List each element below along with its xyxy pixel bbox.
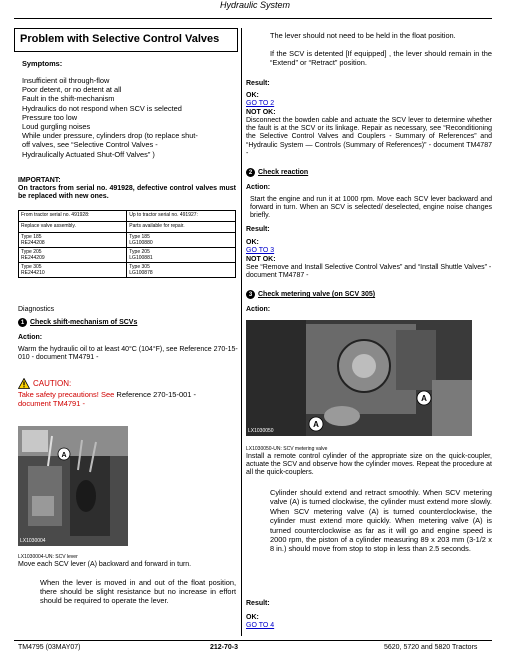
caution-block — [18, 378, 240, 408]
svg-text:A: A — [61, 452, 67, 459]
table-header-cell: From tractor serial no. 491928: — [19, 211, 127, 222]
footer-models: 5620, 5720 and 5820 Tractors — [384, 644, 478, 651]
scv-lever-illustration — [18, 426, 128, 546]
symptom-item: While under pressure, cylinders drop (to replace shut- — [22, 131, 198, 141]
table-header-cell: Replace valve assembly. — [19, 222, 127, 233]
footer-rule — [14, 640, 492, 641]
table-cell: Type 305 RE244210 — [19, 263, 127, 278]
action-1-text: Warm the hydraulic oil to at least 40°C (104°F), see Reference 270-15-010 - document TM4791 - — [18, 346, 238, 362]
cylinder-behaviour-text: Cylinder should extend and retract smoothly. When SCV metering valve (A) is turned clockwise, the cylinder must extend more slowly. When SCV metering valve (A) is turned counterclockwise, the cylinder must extend more quickly. When metering valve (A) is turned counterclockwise as far as it will go and engine speed is 2000 rpm, the piston of a cylinder measuring 89 x 203 mm (3-1/2 x 8 in.) should move from stop to stop in less than 2.5 seconds. — [270, 488, 492, 554]
page-header — [0, 0, 510, 16]
important-label: IMPORTANT: — [18, 177, 61, 184]
action-label: Action: — [18, 334, 43, 341]
column-separator — [241, 28, 242, 636]
table-header-cell: Up to tractor serial no. 491927: — [127, 211, 236, 222]
step-1-heading — [18, 318, 137, 327]
goto-4-link[interactable]: GO TO 4 — [246, 622, 275, 629]
table-cell: Type 205 LG100881 — [127, 248, 236, 263]
symptom-item: Insufficient oil through-flow — [22, 76, 110, 85]
photo-1-note: Move each SCV lever (A) backward and forward in turn. — [18, 561, 192, 568]
section-title: Problem with Selective Control Valves — [20, 33, 220, 45]
table-cell: Type 185 RE244208 — [19, 233, 127, 248]
photo-1-code: LX1030004 — [20, 538, 46, 544]
symptom-item: Poor detent, or no detent at all — [22, 85, 122, 95]
table-header-cell: Parts available for repair. — [127, 222, 236, 233]
goto-2-link[interactable]: GO TO 2 — [246, 100, 275, 107]
symptom-item: Loud gurgling noises — [22, 122, 91, 132]
ok-label: OK: — [246, 614, 259, 621]
result-label: Result: — [246, 226, 270, 233]
ok-label: OK: — [246, 239, 259, 246]
footer-manual-id: TM4795 (03MAY07) — [18, 644, 81, 651]
result-label: Result: — [246, 600, 270, 607]
table-row — [19, 263, 236, 278]
symptoms-label: Symptoms: — [22, 59, 63, 68]
goto-3-link[interactable]: GO TO 3 — [246, 247, 275, 254]
ok-label: OK: — [246, 92, 259, 99]
warning-triangle-icon — [18, 378, 30, 389]
step-3-title: Check metering valve (on SCV 305) — [258, 291, 376, 298]
symptoms-list — [22, 76, 234, 159]
table-row — [19, 248, 236, 263]
step-3-heading — [246, 290, 375, 299]
symptom-item: off valves, see “Selective Control Valves - — [22, 140, 158, 150]
step-number-badge: 3 — [246, 290, 255, 299]
table-row — [19, 222, 236, 233]
svg-text:A: A — [313, 420, 319, 429]
lever-float-text: The lever should not need to be held in the float position. — [270, 31, 456, 40]
section-title-box — [14, 28, 238, 52]
table-cell: Type 305 LG100878 — [127, 263, 236, 278]
not-ok-1-text: Disconnect the bowden cable and actuate the SCV lever to determine whether the fault is at the SCV or its linkage. Repair as necessary, see “Reconditioning the Selective Control Valves and Couplers - Summary of References” and “Hydraulic System — Controls (Summary of References)” - document TM4787 - — [246, 117, 492, 157]
table-cell: Type 185 LG100880 — [127, 233, 236, 248]
step-2-title: Check reaction — [258, 169, 309, 176]
scv-lever-photo — [18, 426, 128, 546]
scv-detent-text: If the SCV is detented [If equipped] , the lever should remain in the “Extend” or “Retract” position. — [270, 49, 492, 67]
caution-reference: Reference 270-15-001 - — [116, 390, 197, 399]
symptom-item: Pressure too low — [22, 112, 78, 122]
not-ok-2-text: See “Remove and Install Selective Control Valves” and “Install Shuttle Valves” - document TM4787 - — [246, 264, 492, 280]
photo-2-caption: LX1030050-UN: SCV metering valve — [246, 446, 328, 452]
symptom-item: Fault in the shift-mechanism — [22, 94, 115, 104]
svg-text:A: A — [421, 394, 427, 403]
table-row — [19, 233, 236, 248]
action-label: Action: — [246, 184, 271, 191]
action-2-text: Start the engine and run it at 1000 rpm. Move each SCV lever backward and forward in turn. When an SCV is selected/ deselected, engine noise changes briefly. — [250, 196, 492, 220]
photo-1-caption: LX1030004-UN: SCV lever — [18, 554, 78, 560]
diagnostics-label: Diagnostics — [18, 306, 55, 313]
symptom-item: Hydraulics do not respond when SCV is selected — [22, 103, 182, 113]
symptom-item: Hydraulically Actuated Shut-Off Valves” ) — [22, 149, 155, 159]
parts-table — [18, 210, 236, 278]
metering-valve-photo — [246, 320, 472, 436]
caution-label: CAUTION: — [33, 379, 72, 388]
step-1-title: Check shift-mechanism of SCVs — [30, 319, 138, 326]
photo-2-code: LX1030050 — [248, 428, 274, 434]
header-title: Hydraulic System — [219, 0, 291, 10]
table-row — [19, 211, 236, 222]
step-number-badge: 1 — [18, 318, 27, 327]
lever-resistance-text: When the lever is moved in and out of the float position, there should be slight resistance but no increase in effort should be required to operate the lever. — [40, 578, 236, 606]
important-text: On tractors from serial no. 491928, defective control valves must be replaced with new ones. — [18, 185, 236, 201]
result-label: Result: — [246, 80, 270, 87]
table-cell: Type 205 RE244209 — [19, 248, 127, 263]
action-3-text: Install a remote control cylinder of the appropriate size on the quick-coupler, actuate the SCV and observe how the cylinder moves. Repeat the procedure at all the quick-couplers. — [246, 453, 492, 477]
footer-page-number: 212-70-3 — [210, 644, 239, 651]
not-ok-label: NOT OK: — [246, 109, 276, 116]
step-2-heading — [246, 168, 308, 177]
caution-text: Take safety precautions! See — [18, 390, 115, 399]
caution-document: document TM4791 - — [18, 399, 85, 409]
action-label: Action: — [246, 306, 271, 313]
metering-valve-illustration — [246, 320, 472, 436]
not-ok-label: NOT OK: — [246, 256, 276, 263]
step-number-badge: 2 — [246, 168, 255, 177]
header-rule — [14, 18, 492, 19]
